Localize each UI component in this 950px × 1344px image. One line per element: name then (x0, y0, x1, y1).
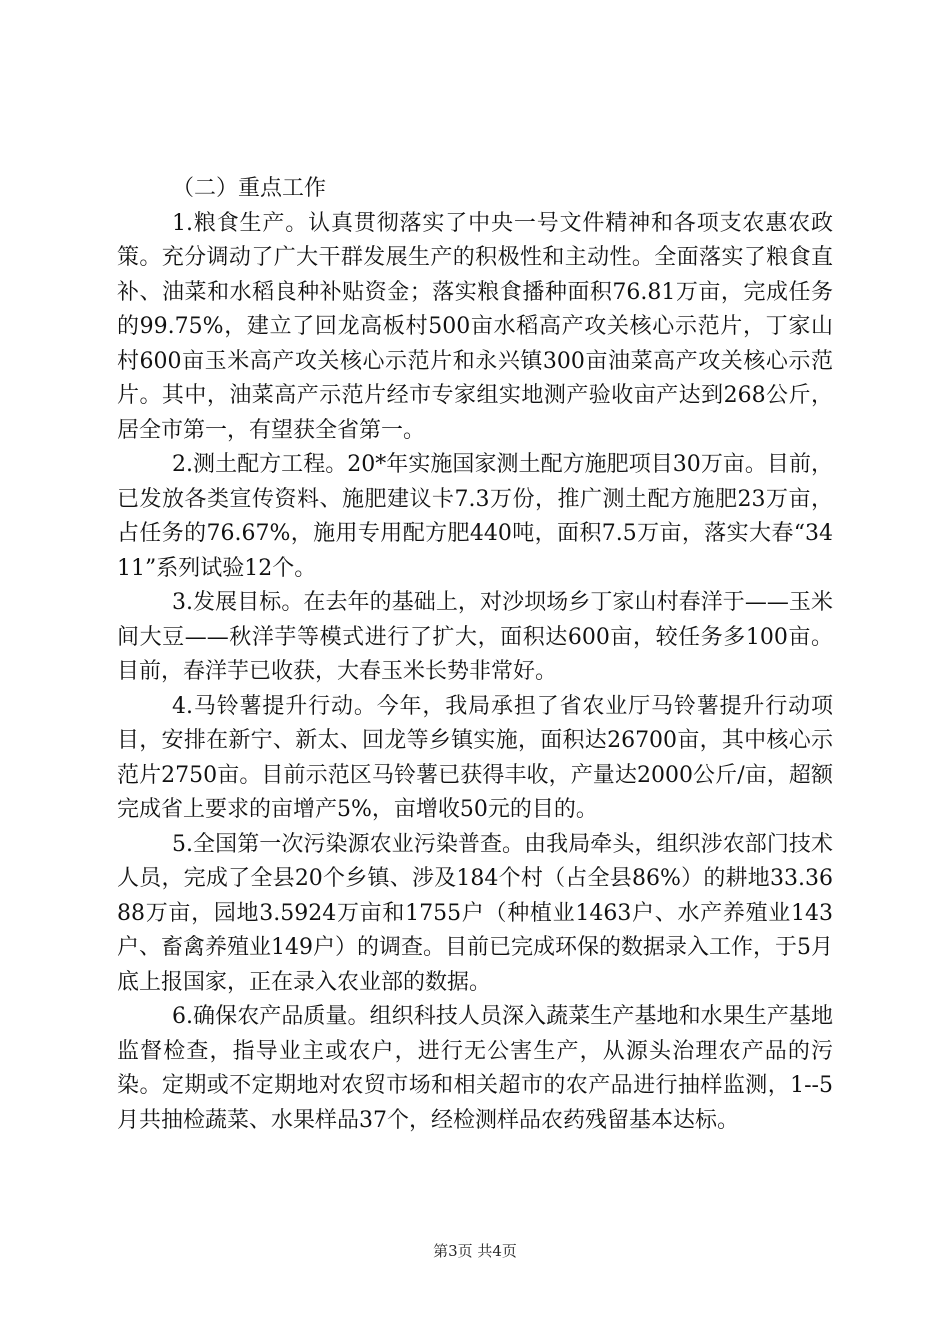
paragraph-development-goals: 3.发展目标。在去年的基础上，对沙坝场乡丁家山村春洋于——玉米间大豆——秋洋芋等模式进行了扩大，面积达600亩，较任务多100亩。目前，春洋芋已收获，大春玉米长势非常好。 (117, 590, 834, 684)
paragraph-product-quality: 6.确保农产品质量。组织科技人员深入蔬菜生产基地和水果生产基地监督检查，指导业主或农户，进行无公害生产，从源头治理农产品的污染。定期或不定期地对农贸市场和相关超市的农产品进行抽样监测，1--5月共抽检蔬菜、水果样品37个，经检测样品农药残留基本达标。 (117, 1004, 833, 1133)
paragraph-pollution-census: 5.全国第一次污染源农业污染普查。由我局牵头，组织涉农部门技术人员，完成了全县20个乡镇、涉及184个村（占全县86%）的耕地33.3688万亩，园地3.5924万亩和1755户（种植业1463户、水产养殖业143户、畜禽养殖业149户）的调查。目前已完成环保的数据录入工作，于5月底上报国家，正在录入农业部的数据。 (117, 831, 833, 995)
paragraph-grain-production: 1.粮食生产。认真贯彻落实了中央一号文件精神和各项支农惠农政策。充分调动了广大干群发展生产的积极性和主动性。全面落实了粮食直补、油菜和水稻良种补贴资金；落实粮食播种面积76.81万亩，完成任务的99.75%，建立了回龙高板村500亩水稻高产攻关核心示范片，丁家山村600亩玉米高产攻关核心示范片和永兴镇300亩油菜高产攻关核心示范片。其中，油菜高产示范片经市专家组实地测产验收亩产达到268公斤，居全市第一，有望获全省第一。 (117, 210, 833, 443)
paragraph-potato-action: 4.马铃薯提升行动。今年，我局承担了省农业厅马铃薯提升行动项目，安排在新宁、新太、回龙等乡镇实施，面积达26700亩，其中核心示范片2750亩。目前示范区马铃薯已获得丰收，产量达2000公斤/亩，超额完成省上要求的亩增产5%，亩增收50元的目的。 (117, 693, 833, 822)
paragraph-soil-testing: 2.测土配方工程。20*年实施国家测土配方施肥项目30万亩。目前，已发放各类宣传资料、施肥建议卡7.3万份，推广测土配方施肥23万亩，占任务的76.67%，施用专用配方肥440吨，面积7.5万亩，落实大春“3411”系列试验12个。 (117, 452, 833, 581)
page-number-footer: 第3页 共4页 (433, 1242, 517, 1260)
section-heading: （二）重点工作 (172, 176, 327, 201)
document-body (117, 172, 833, 1138)
